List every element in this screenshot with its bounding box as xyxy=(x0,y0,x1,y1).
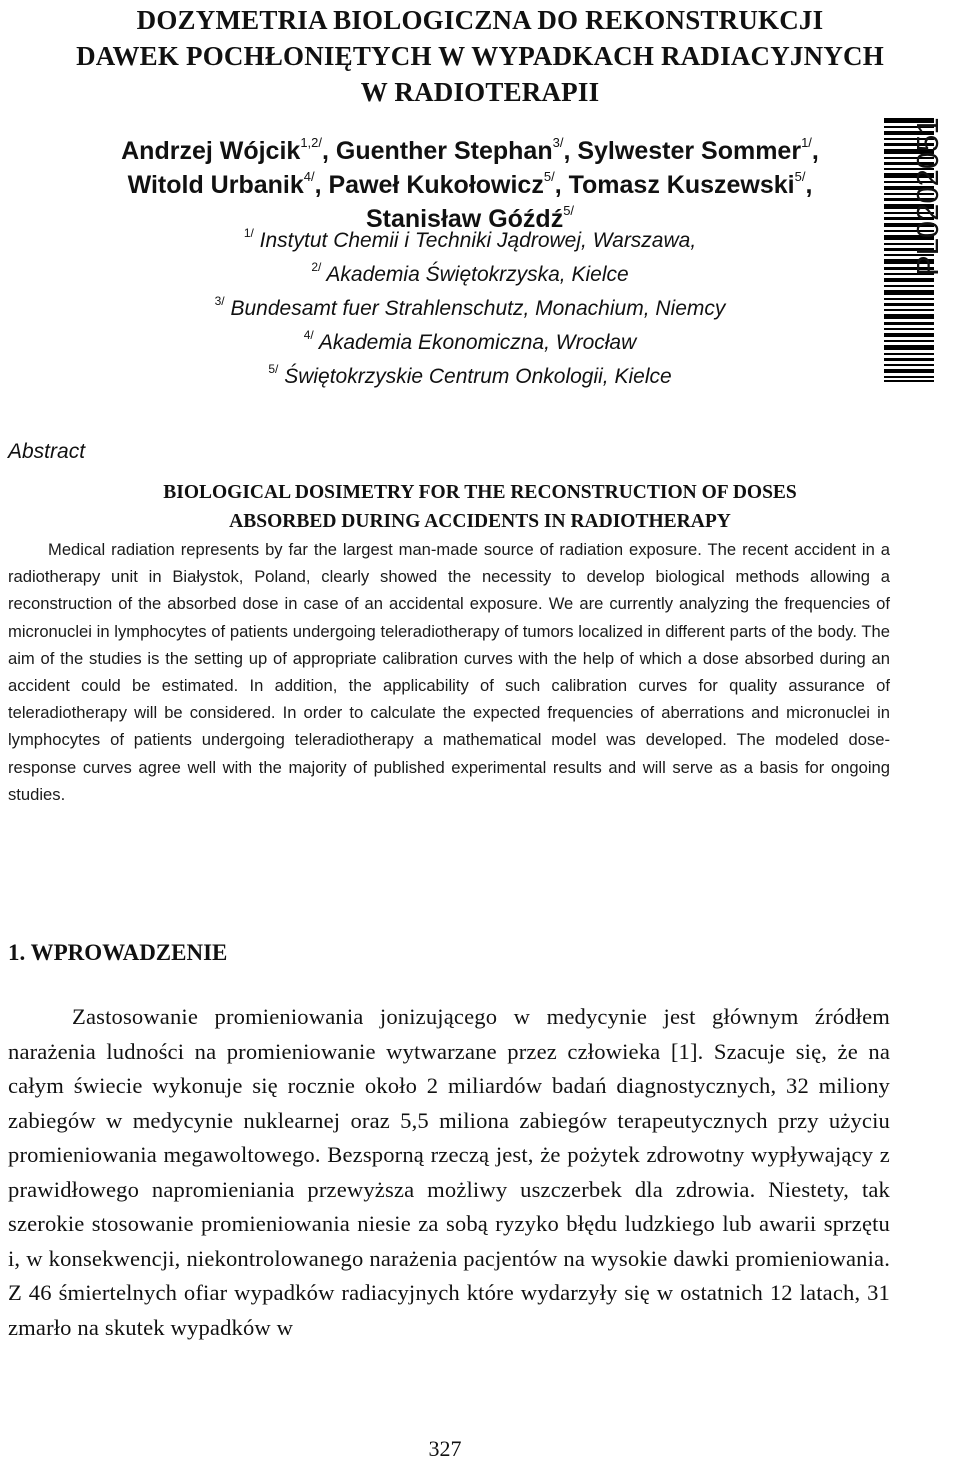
title-line: DAWEK POCHŁONIĘTYCH W WYPADKACH RADIACYJNYCH xyxy=(76,41,884,71)
affiliation-number: 4/ xyxy=(303,328,314,342)
author-name: Witold Urbanik xyxy=(127,171,304,199)
affiliation-number: 2/ xyxy=(311,260,322,274)
author-name: Stanisław Góźdź xyxy=(365,205,564,233)
affiliation-item xyxy=(0,360,940,394)
abstract-title-line: BIOLOGICAL DOSIMETRY FOR THE RECONSTRUCTION OF DOSES xyxy=(163,482,797,503)
author-name: Tomasz Kuszewski xyxy=(568,171,795,199)
author-name: Paweł Kukołowicz xyxy=(328,171,544,199)
abstract-label: Abstract xyxy=(8,440,86,463)
affiliation-item xyxy=(0,224,940,258)
affiliation-item xyxy=(0,258,940,292)
affiliation-number: 1/ xyxy=(243,226,254,240)
affiliation-text: Bundesamt fuer Strahlenschutz, Monachium, Niemcy xyxy=(230,297,726,320)
abstract-title xyxy=(0,478,960,536)
author-name: Andrzej Wójcik xyxy=(121,137,301,165)
abstract-body: Medical radiation represents by far the largest man-made source of radiation exposure. The recent accident in a radiotherapy unit in Białystok, Poland, clearly showed the necessity to develop biological methods allowing a reconstruction of the absorbed dose in case of an accidental exposure. We are currently analyzing the frequencies of micronuclei in lymphocytes of patients undergoing teleradiotherapy of tumors localized in different parts of the body. The aim of the studies is the setting up of appropriate calibration curves with the help of which a dose absorbed during an accident could be estimated. In addition, the applicability of such calibration curves for quality assurance of teleradiotherapy will be considered. In order to calculate the expected frequencies of aberrations and micronuclei in lymphocytes of patients undergoing teleradiotherapy a mathematical model was developed. The modeled dose-response curves agree well with the majority of published experimental results and will serve as a basis for ongoing studies. xyxy=(8,540,890,804)
abstract-title-line: ABSORBED DURING ACCIDENTS IN RADIOTHERAPY xyxy=(229,511,731,532)
affiliation-text: Świętokrzyskie Centrum Onkologii, Kielce xyxy=(284,365,672,388)
author-list xyxy=(0,134,940,236)
author-affiliation-ref: 5/ xyxy=(794,169,806,184)
author-affiliation-ref: 1/ xyxy=(801,135,812,150)
author-name: Sylwester Sommer xyxy=(577,137,802,165)
affiliation-text: Akademia Świętokrzyska, Kielce xyxy=(326,263,629,286)
author-separator: , xyxy=(563,137,578,165)
author-separator: , xyxy=(554,171,569,199)
affiliation-number: 3/ xyxy=(214,294,225,308)
barcode-id: PL0202051 xyxy=(910,117,945,276)
author-affiliation-ref: 5/ xyxy=(543,169,555,184)
page-number: 327 xyxy=(428,1436,462,1461)
author-line xyxy=(0,134,940,168)
title-line: W RADIOTERAPII xyxy=(360,77,600,107)
section-heading: 1. WPROWADZENIE xyxy=(8,940,228,965)
title-line: DOZYMETRIA BIOLOGICZNA DO REKONSTRUKCJI xyxy=(136,5,824,35)
affiliation-text: Instytut Chemii i Techniki Jądrowej, Warszawa, xyxy=(259,229,697,252)
author-affiliation-ref: 3/ xyxy=(552,135,564,150)
affiliation-text: Akademia Ekonomiczna, Wrocław xyxy=(318,331,637,354)
author-affiliation-ref: 5/ xyxy=(563,203,575,218)
author-separator: , xyxy=(322,137,336,165)
affiliation-number: 5/ xyxy=(268,362,279,376)
author-name: Guenther Stephan xyxy=(335,137,553,165)
author-separator: , xyxy=(314,171,329,199)
author-line xyxy=(0,168,940,202)
affiliation-item xyxy=(0,326,940,360)
section-paragraph: Zastosowanie promieniowania jonizującego w medycynie jest głównym źródłem narażenia ludności na promieniowanie wytwarzane przez człowieka [1]. Szacuje się, że na całym świecie wykonuje się rocznie około 2 miliardów badań diagnostycznych, 32 miliony zabiegów w medycynie nuklearnej oraz 5,5 miliona zabiegów terapeutycznych przy użyciu promieniowania megawoltowego. Bezsporną rzeczą jest, że pożytek zdrowotny wypływający z prawidłowego napromieniania przewyższa możliwy uszczerbek dla zdrowia. Niestety, tak szerokie stosowanie promieniowania niesie za sobą ryzyko błędu ludzkiego lub awarii sprzętu i, w konsekwencji, niekontrolowanego narażenia pacjentów na wysokie dawki promieniowania. Z 46 śmiertelnych ofiar wypadków radiacyjnych które wydarzyły się w ostatnich 12 latach, 31 zmarło na skutek wypadków w xyxy=(8,1004,890,1340)
author-separator: , xyxy=(805,171,813,199)
author-affiliation-ref: 1,2/ xyxy=(300,135,322,150)
affiliation-item xyxy=(0,292,940,326)
affiliation-list xyxy=(0,224,940,394)
paper-title xyxy=(0,2,960,110)
barcode-id-label xyxy=(908,110,948,276)
author-affiliation-ref: 4/ xyxy=(303,169,315,184)
author-separator: , xyxy=(811,137,819,165)
